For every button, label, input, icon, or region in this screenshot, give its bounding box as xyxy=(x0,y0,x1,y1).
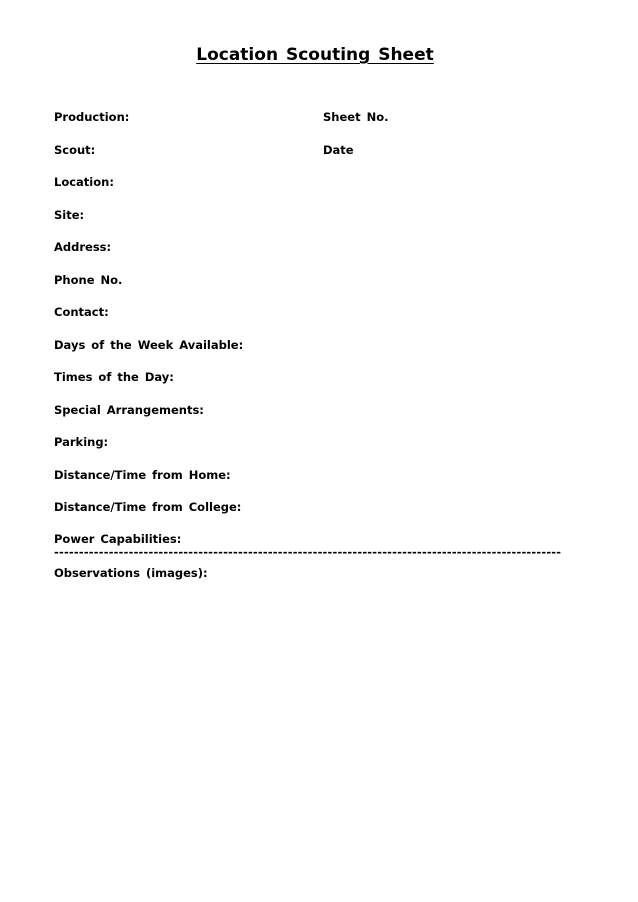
contact-label: Contact: xyxy=(54,305,109,319)
scout-label: Scout: xyxy=(54,143,96,157)
dashed-separator: ------------------------------------------------------------------------------------------------------ xyxy=(54,545,562,559)
days-available-label: Days of the Week Available: xyxy=(54,338,244,352)
parking-label: Parking: xyxy=(54,435,109,449)
phone-no-label: Phone No. xyxy=(54,273,123,287)
address-label: Address: xyxy=(54,240,112,254)
observations-label: Observations (images): xyxy=(54,566,208,580)
times-of-day-label: Times of the Day: xyxy=(54,370,174,384)
distance-home-label: Distance/Time from Home: xyxy=(54,468,231,482)
date-label: Date xyxy=(323,143,354,157)
page-title: Location Scouting Sheet xyxy=(196,45,434,65)
location-label: Location: xyxy=(54,175,114,189)
site-label: Site: xyxy=(54,208,85,222)
production-label: Production: xyxy=(54,110,130,124)
distance-college-label: Distance/Time from College: xyxy=(54,500,242,514)
sheet-no-label: Sheet No. xyxy=(323,110,389,124)
special-arrangements-label: Special Arrangements: xyxy=(54,403,204,417)
power-capabilities-label: Power Capabilities: xyxy=(54,532,182,546)
